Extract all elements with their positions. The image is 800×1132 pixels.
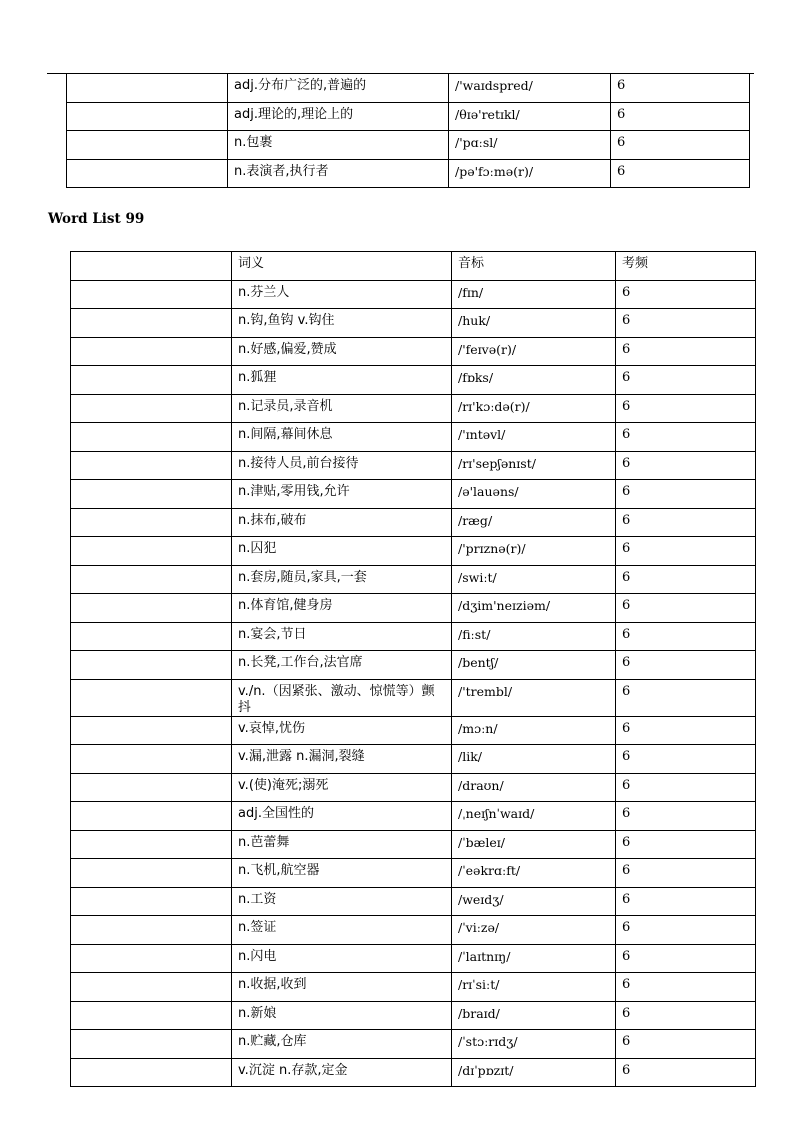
frequency-cell: 6 (616, 830, 756, 859)
meaning-cell: adj.分布广泛的,普遍的 (228, 74, 449, 103)
phonetic-cell: /bentʃ/ (452, 651, 616, 680)
phonetic-cell: /θɪə'retɪkl/ (449, 102, 611, 131)
frequency-cell: 6 (616, 651, 756, 680)
frequency-cell: 6 (616, 508, 756, 537)
meaning-cell: v.(使)淹死;溺死 (232, 773, 452, 802)
frequency-cell: 6 (616, 745, 756, 774)
meaning-cell: n.体育馆,健身房 (232, 594, 452, 623)
table-row (71, 1001, 756, 1030)
blank-cell (71, 622, 232, 651)
blank-cell (71, 508, 232, 537)
meaning-cell: v.沉淀 n.存款,定金 (232, 1058, 452, 1087)
table-row (71, 830, 756, 859)
table-row (71, 716, 756, 745)
meaning-cell: n.贮藏,仓库 (232, 1030, 452, 1059)
header-meaning: 词义 (232, 252, 452, 281)
meaning-cell: n.工资 (232, 887, 452, 916)
meaning-cell: n.芬兰人 (232, 280, 452, 309)
meaning-cell: n.新娘 (232, 1001, 452, 1030)
frequency-cell: 6 (616, 679, 756, 716)
frequency-cell: 6 (616, 973, 756, 1002)
phonetic-cell: /'ɪntəvl/ (452, 423, 616, 452)
meaning-cell: n.签证 (232, 916, 452, 945)
frequency-cell: 6 (616, 480, 756, 509)
blank-cell (71, 451, 232, 480)
blank-cell (71, 773, 232, 802)
meaning-cell: n.津贴,零用钱,允许 (232, 480, 452, 509)
meaning-cell: n.钩,鱼钩 v.钩住 (232, 309, 452, 338)
frequency-cell: 6 (616, 537, 756, 566)
meaning-cell: n.芭蕾舞 (232, 830, 452, 859)
table-row (71, 859, 756, 888)
blank-cell (71, 1058, 232, 1087)
phonetic-cell: /ə'lauəns/ (452, 480, 616, 509)
phonetic-cell: /swiːt/ (452, 565, 616, 594)
meaning-cell: n.间隔,幕间休息 (232, 423, 452, 452)
meaning-cell: v./n.（因紧张、激动、惊慌等）颤抖 (232, 679, 452, 716)
phonetic-cell: /rɪ'kɔːdə(r)/ (452, 394, 616, 423)
phonetic-cell: /ˈlaɪtnɪŋ/ (452, 944, 616, 973)
blank-cell (71, 802, 232, 831)
meaning-cell: n.宴会,节日 (232, 622, 452, 651)
table-row (71, 1058, 756, 1087)
phonetic-cell: /fɒks/ (452, 366, 616, 395)
table-row (71, 594, 756, 623)
frequency-cell: 6 (616, 309, 756, 338)
frequency-cell: 6 (616, 773, 756, 802)
meaning-cell: n.记录员,录音机 (232, 394, 452, 423)
table-row (71, 537, 756, 566)
table-row (71, 1030, 756, 1059)
phonetic-cell: /pə'fɔːmə(r)/ (449, 159, 611, 188)
table-row (71, 280, 756, 309)
blank-cell (71, 830, 232, 859)
phonetic-cell: /rɪ'sepʃənɪst/ (452, 451, 616, 480)
meaning-cell: n.狐狸 (232, 366, 452, 395)
phonetic-cell: /ræg/ (452, 508, 616, 537)
phonetic-cell: /draʊn/ (452, 773, 616, 802)
meaning-cell: adj.理论的,理论上的 (228, 102, 449, 131)
header-phonetic: 音标 (452, 252, 616, 281)
blank-cell (67, 102, 228, 131)
blank-cell (71, 716, 232, 745)
meaning-cell: n.闪电 (232, 944, 452, 973)
meaning-cell: adj.全国性的 (232, 802, 452, 831)
frequency-cell: 6 (616, 366, 756, 395)
frequency-cell: 6 (616, 594, 756, 623)
phonetic-cell: /rɪˈsiːt/ (452, 973, 616, 1002)
blank-cell (71, 651, 232, 680)
phonetic-cell: /'pɑːsl/ (449, 131, 611, 160)
blank-cell (71, 252, 232, 281)
blank-cell (71, 366, 232, 395)
table-row (71, 887, 756, 916)
frequency-cell: 6 (611, 102, 750, 131)
phonetic-cell: /dɪˈpɒzɪt/ (452, 1058, 616, 1087)
table-row (67, 131, 750, 160)
table-row (71, 622, 756, 651)
meaning-cell: n.长凳,工作台,法官席 (232, 651, 452, 680)
blank-cell (71, 480, 232, 509)
header-frequency: 考频 (616, 252, 756, 281)
meaning-cell: n.飞机,航空器 (232, 859, 452, 888)
table-row (71, 944, 756, 973)
frequency-cell: 6 (611, 159, 750, 188)
phonetic-cell: /weɪdʒ/ (452, 887, 616, 916)
frequency-cell: 6 (611, 74, 750, 103)
blank-cell (71, 916, 232, 945)
blank-cell (71, 679, 232, 716)
frequency-cell: 6 (616, 337, 756, 366)
table-row (71, 802, 756, 831)
table-row (71, 309, 756, 338)
phonetic-cell: /lik/ (452, 745, 616, 774)
meaning-cell: n.囚犯 (232, 537, 452, 566)
blank-cell (71, 887, 232, 916)
table-row (67, 159, 750, 188)
phonetic-cell: /ˈstɔːrɪdʒ/ (452, 1030, 616, 1059)
blank-cell (71, 537, 232, 566)
blank-cell (71, 944, 232, 973)
phonetic-cell: /'waɪdspred/ (449, 74, 611, 103)
frequency-cell: 6 (616, 622, 756, 651)
meaning-cell: n.表演者,执行者 (228, 159, 449, 188)
section-title: Word List 99 (48, 211, 145, 227)
phonetic-cell: /fɪn/ (452, 280, 616, 309)
phonetic-cell: /'feɪvə(r)/ (452, 337, 616, 366)
word-list-table (70, 251, 756, 1087)
frequency-cell: 6 (616, 451, 756, 480)
meaning-cell: n.套房,随员,家具,一套 (232, 565, 452, 594)
blank-cell (71, 423, 232, 452)
blank-cell (71, 280, 232, 309)
table-row (71, 773, 756, 802)
phonetic-cell: /ˈviːzə/ (452, 916, 616, 945)
meaning-cell: n.抹布,破布 (232, 508, 452, 537)
frequency-cell: 6 (616, 280, 756, 309)
frequency-cell: 6 (616, 887, 756, 916)
frequency-cell: 6 (616, 1001, 756, 1030)
phonetic-cell: /dʒim'neɪziəm/ (452, 594, 616, 623)
table-row (71, 973, 756, 1002)
frequency-cell: 6 (616, 1058, 756, 1087)
table-row (71, 651, 756, 680)
table-row (71, 394, 756, 423)
table-header-row (71, 252, 756, 281)
phonetic-cell: /'prɪznə(r)/ (452, 537, 616, 566)
blank-cell (71, 1030, 232, 1059)
blank-cell (67, 131, 228, 160)
frequency-cell: 6 (616, 859, 756, 888)
table-row (71, 916, 756, 945)
meaning-cell: n.收据,收到 (232, 973, 452, 1002)
blank-cell (71, 859, 232, 888)
blank-cell (71, 565, 232, 594)
phonetic-cell: /ˈeəkrɑːft/ (452, 859, 616, 888)
table-row (71, 366, 756, 395)
blank-cell (67, 159, 228, 188)
table-row (71, 451, 756, 480)
table-row (67, 74, 750, 103)
blank-cell (71, 337, 232, 366)
frequency-cell: 6 (616, 716, 756, 745)
table-row (71, 745, 756, 774)
frequency-cell: 6 (616, 1030, 756, 1059)
phonetic-cell: /huk/ (452, 309, 616, 338)
frequency-cell: 6 (616, 565, 756, 594)
table-row (67, 102, 750, 131)
blank-cell (71, 1001, 232, 1030)
meaning-cell: v.漏,泄露 n.漏洞,裂缝 (232, 745, 452, 774)
meaning-cell: n.接待人员,前台接待 (232, 451, 452, 480)
previous-word-table (66, 73, 750, 188)
phonetic-cell: /braɪd/ (452, 1001, 616, 1030)
frequency-cell: 6 (611, 131, 750, 160)
blank-cell (67, 74, 228, 103)
phonetic-cell: /ˌneɪʃnˈwaɪd/ (452, 802, 616, 831)
blank-cell (71, 309, 232, 338)
table-row (71, 337, 756, 366)
meaning-cell: n.包裹 (228, 131, 449, 160)
table-row (71, 423, 756, 452)
meaning-cell: v.哀悼,忧伤 (232, 716, 452, 745)
blank-cell (71, 394, 232, 423)
meaning-cell: n.好感,偏爱,赞成 (232, 337, 452, 366)
blank-cell (71, 745, 232, 774)
frequency-cell: 6 (616, 423, 756, 452)
frequency-cell: 6 (616, 944, 756, 973)
phonetic-cell: /'trembl/ (452, 679, 616, 716)
frequency-cell: 6 (616, 802, 756, 831)
phonetic-cell: /fiːst/ (452, 622, 616, 651)
phonetic-cell: /ˈbæleɪ/ (452, 830, 616, 859)
table-row (71, 508, 756, 537)
blank-cell (71, 973, 232, 1002)
phonetic-cell: /mɔːn/ (452, 716, 616, 745)
table-row (71, 480, 756, 509)
blank-cell (71, 594, 232, 623)
frequency-cell: 6 (616, 916, 756, 945)
frequency-cell: 6 (616, 394, 756, 423)
table-row (71, 565, 756, 594)
table-row (71, 679, 756, 716)
